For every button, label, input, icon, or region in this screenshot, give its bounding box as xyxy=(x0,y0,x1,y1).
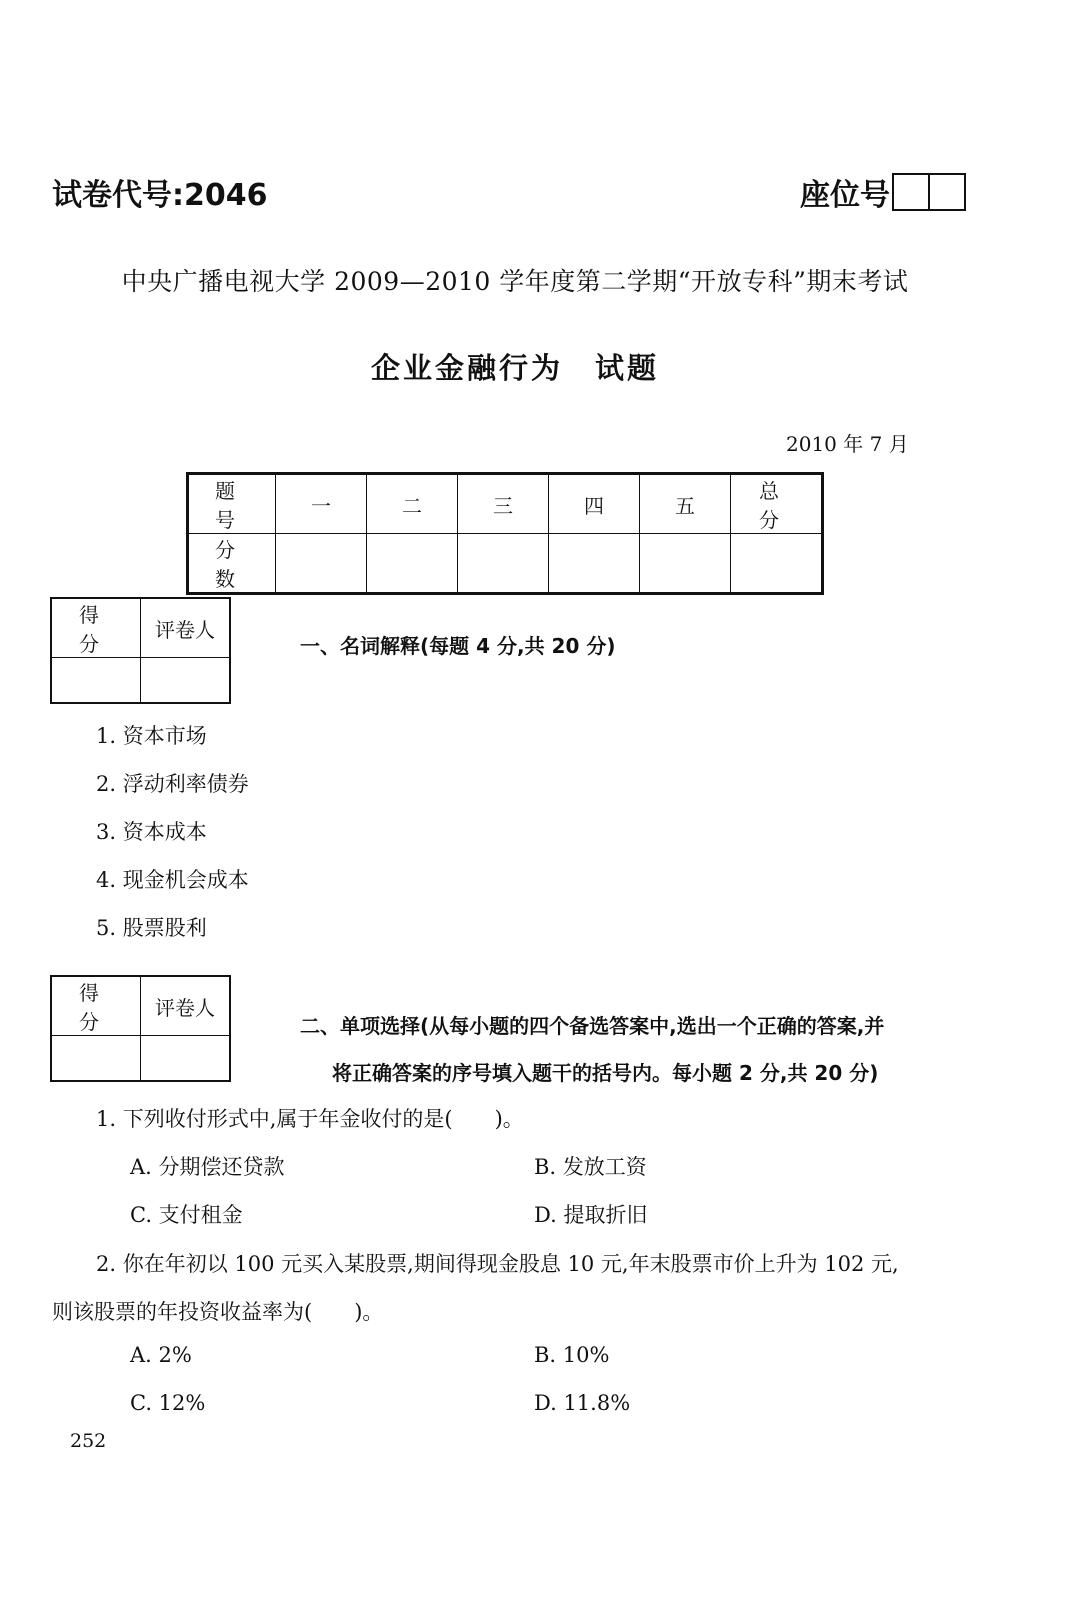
section-title: 二、单项选择(从每小题的四个备选答案中,选出一个正确的答案,并 xyxy=(300,1014,885,1038)
seat-number xyxy=(800,170,966,214)
score-table xyxy=(186,472,827,595)
page-number: 252 xyxy=(70,1430,107,1452)
score-cell[interactable] xyxy=(731,534,823,594)
score-table-header-cell: 五 xyxy=(640,474,731,534)
score-cell[interactable] xyxy=(367,534,458,594)
score-table-header-cell: 三 xyxy=(458,474,549,534)
answer-option: A. 分期偿还贷款 xyxy=(130,1155,285,1179)
grader-name-label: 评卷人 xyxy=(141,598,231,658)
score-cell[interactable] xyxy=(276,534,367,594)
score-row-label: 分 数 xyxy=(188,534,276,594)
answer-option: C. 12% xyxy=(130,1391,206,1415)
grader-score-label: 得 分 xyxy=(51,976,141,1036)
grader-name-cell[interactable] xyxy=(141,1036,231,1082)
seat-box xyxy=(892,173,930,211)
university-line: 中央广播电视大学 2009—2010 学年度第二学期“开放专科”期末考试 xyxy=(121,267,909,296)
answer-option: C. 支付租金 xyxy=(130,1203,243,1227)
answer-option: B. 10% xyxy=(534,1343,610,1367)
score-table-header-cell: 题 号 xyxy=(188,474,276,534)
list-item: 3. 资本成本 xyxy=(96,820,207,844)
answer-option: D. 11.8% xyxy=(534,1391,631,1415)
grader-score-cell[interactable] xyxy=(51,658,141,704)
score-table-header-row xyxy=(188,474,823,534)
answer-option: B. 发放工资 xyxy=(534,1155,647,1179)
score-table-score-row xyxy=(188,534,823,594)
grader-name-label: 评卷人 xyxy=(141,976,231,1036)
exam-title: 企业金融行为 试题 xyxy=(370,351,659,385)
score-cell[interactable] xyxy=(458,534,549,594)
score-table-header-cell: 四 xyxy=(549,474,640,534)
answer-option: A. 2% xyxy=(130,1343,192,1367)
score-cell[interactable] xyxy=(549,534,640,594)
question-stem: 1. 下列收付形式中,属于年金收付的是( )。 xyxy=(96,1107,524,1131)
section-title-continued: 将正确答案的序号填入题干的括号内。每小题 2 分,共 20 分) xyxy=(332,1061,879,1085)
score-cell[interactable] xyxy=(640,534,731,594)
grader-table xyxy=(50,597,231,704)
seat-boxes xyxy=(892,173,966,211)
section-title: 一、名词解释(每题 4 分,共 20 分) xyxy=(300,634,616,658)
score-table-header-cell: 一 xyxy=(276,474,367,534)
list-item: 2. 浮动利率债券 xyxy=(96,772,249,796)
question-stem-continued: 则该股票的年投资收益率为( )。 xyxy=(52,1300,384,1324)
list-item: 1. 资本市场 xyxy=(96,724,207,748)
grader-name-cell[interactable] xyxy=(141,658,231,704)
seat-box xyxy=(930,173,966,211)
question-stem: 2. 你在年初以 100 元买入某股票,期间得现金股息 10 元,年末股票市价上升为 102 元, xyxy=(96,1252,899,1276)
exam-date: 2010 年 7 月 xyxy=(786,432,909,456)
grader-table xyxy=(50,975,231,1082)
score-table-header-cell: 总 分 xyxy=(731,474,823,534)
score-table-header-cell: 二 xyxy=(367,474,458,534)
seat-label: 座位号 xyxy=(800,178,890,213)
list-item: 5. 股票股利 xyxy=(96,916,207,940)
grader-score-cell[interactable] xyxy=(51,1036,141,1082)
answer-option: D. 提取折旧 xyxy=(534,1203,648,1227)
paper-code: 试卷代号:2046 xyxy=(52,178,268,213)
grader-score-label: 得 分 xyxy=(51,598,141,658)
list-item: 4. 现金机会成本 xyxy=(96,868,249,892)
